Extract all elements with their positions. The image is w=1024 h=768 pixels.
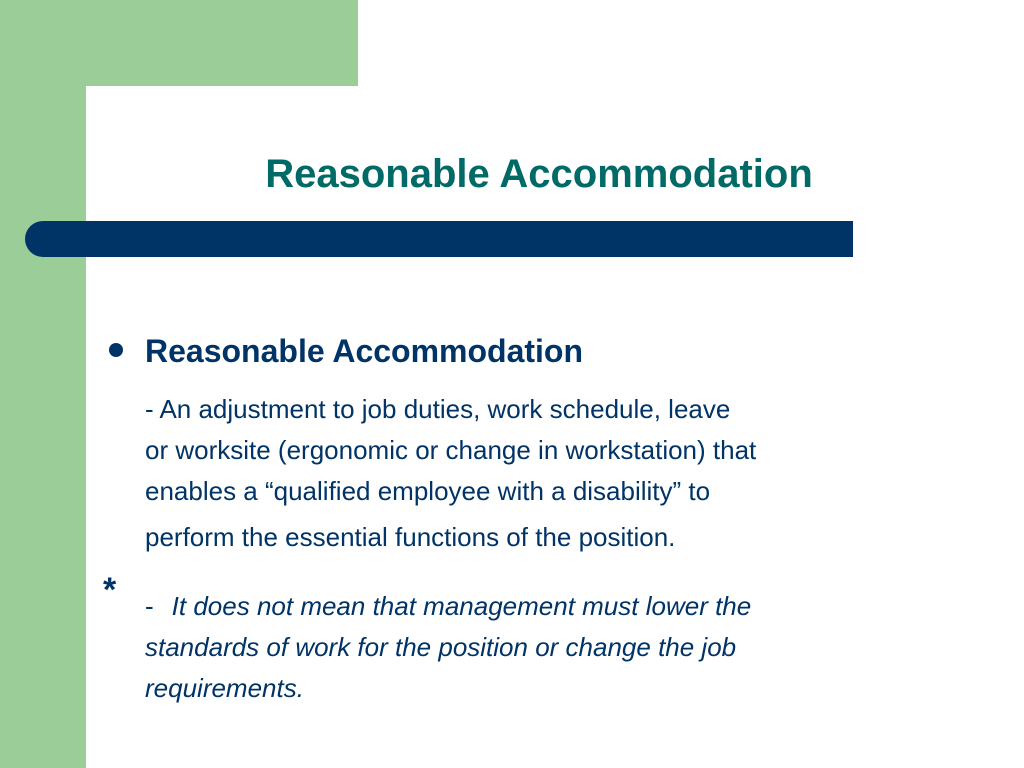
title-underline-bar [25,221,853,257]
definition-line: enables a “qualified employee with a disability” to [145,476,711,506]
definition-line: - An adjustment to job duties, work schedule, leave [145,394,731,424]
note-line: requirements. [145,673,304,703]
definition-line: or worksite (ergonomic or change in workstation) that [145,435,757,465]
note-dash: - [145,591,154,621]
note-line: standards of work for the position or change the job [145,632,737,662]
definition-paragraph [145,389,965,558]
bullet-heading: Reasonable Accommodation [145,333,584,369]
asterisk-marker: * [103,571,117,609]
left-accent-bar [0,0,86,768]
definition-line: perform the essential functions of the position. [145,522,676,552]
note-paragraph [145,586,965,709]
bullet-dot-icon [109,343,123,357]
top-accent-block [0,0,358,86]
note-line-first [145,586,965,627]
slide-title: Reasonable Accommodation [265,152,813,196]
note-line: It does not mean that management must lower the [171,591,752,621]
